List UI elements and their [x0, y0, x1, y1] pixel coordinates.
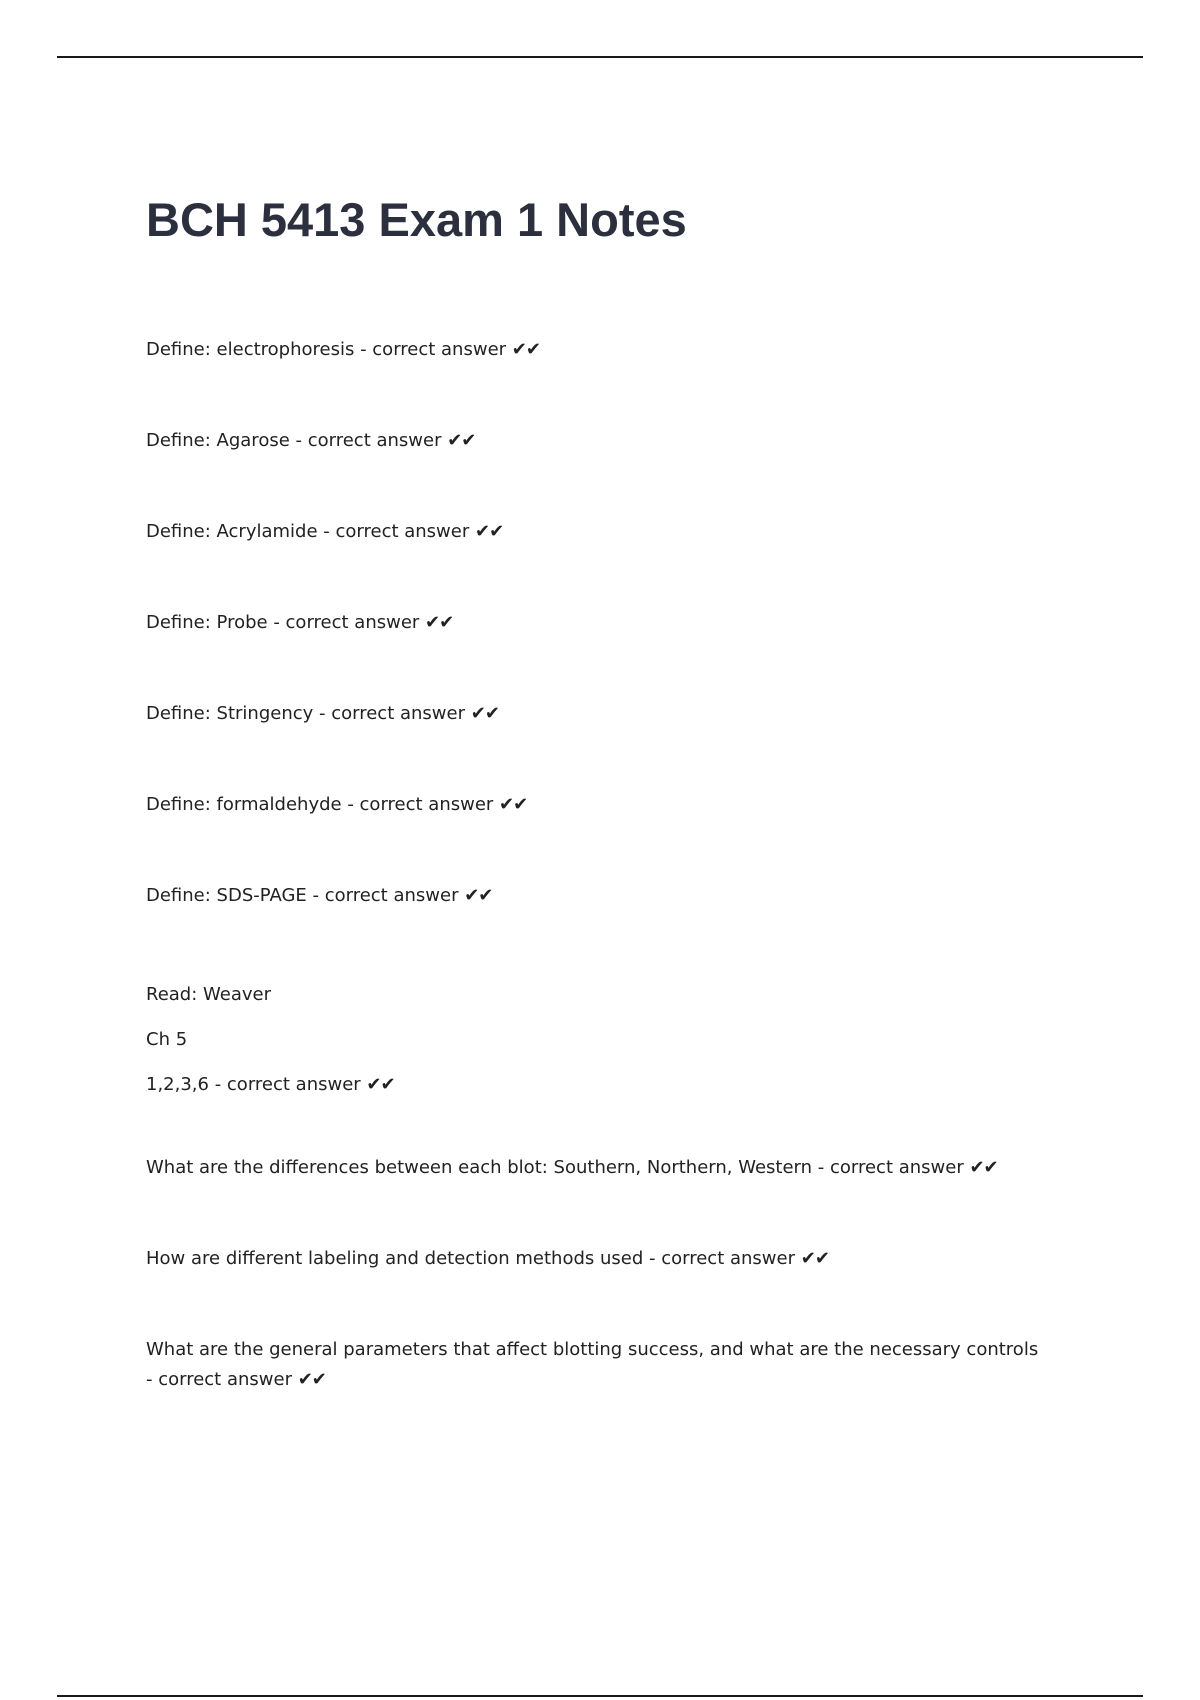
entry-formaldehyde	[146, 790, 1046, 820]
entry-acrylamide	[146, 517, 1046, 547]
check-mark-icon: ✔✔	[511, 339, 540, 360]
entry-text: Define: formaldehyde - correct answer	[146, 794, 494, 815]
check-mark-icon: ✔✔	[447, 430, 476, 451]
entry-probe	[146, 608, 1046, 638]
check-mark-icon: ✔✔	[464, 885, 493, 906]
entry-line: 1,2,3,6 - correct answer	[146, 1074, 361, 1095]
entry-reading-assignment	[146, 972, 1046, 1107]
check-mark-icon: ✔✔	[425, 612, 454, 633]
header-rule	[57, 56, 1143, 58]
entry-text: Define: SDS-PAGE - correct answer	[146, 885, 459, 906]
entry-labeling-methods	[146, 1244, 1046, 1274]
entry-line: Ch 5	[146, 1029, 188, 1050]
entry-text: What are the differences between each blot: Southern, Northern, Western - correct answer	[146, 1157, 964, 1178]
check-mark-icon: ✔✔	[800, 1248, 829, 1269]
entry-agarose	[146, 426, 1046, 456]
entry-text: Define: Acrylamide - correct answer	[146, 521, 470, 542]
check-mark-icon: ✔✔	[297, 1369, 326, 1390]
entry-text: Define: Probe - correct answer	[146, 612, 420, 633]
check-mark-icon: ✔✔	[470, 703, 499, 724]
entry-blotting-parameters	[146, 1335, 1046, 1395]
check-mark-icon: ✔✔	[969, 1157, 998, 1178]
check-mark-icon: ✔✔	[475, 521, 504, 542]
entry-text: How are different labeling and detection methods used - correct answer	[146, 1248, 795, 1269]
entry-text: Define: Stringency - correct answer	[146, 703, 465, 724]
entry-stringency	[146, 699, 1046, 729]
entry-electrophoresis	[146, 335, 1046, 365]
entry-text: Define: electrophoresis - correct answer	[146, 339, 507, 360]
entry-blot-differences	[146, 1153, 1046, 1183]
check-mark-icon: ✔✔	[366, 1074, 395, 1095]
document-title: BCH 5413 Exam 1 Notes	[146, 193, 687, 246]
entry-sds-page	[146, 881, 1046, 911]
entry-line: Read: Weaver	[146, 984, 271, 1005]
check-mark-icon: ✔✔	[499, 794, 528, 815]
entry-text: What are the general parameters that affect blotting success, and what are the necessary controls - correct answer	[146, 1339, 1039, 1390]
entry-text: Define: Agarose - correct answer	[146, 430, 442, 451]
footer-rule	[57, 1695, 1143, 1697]
